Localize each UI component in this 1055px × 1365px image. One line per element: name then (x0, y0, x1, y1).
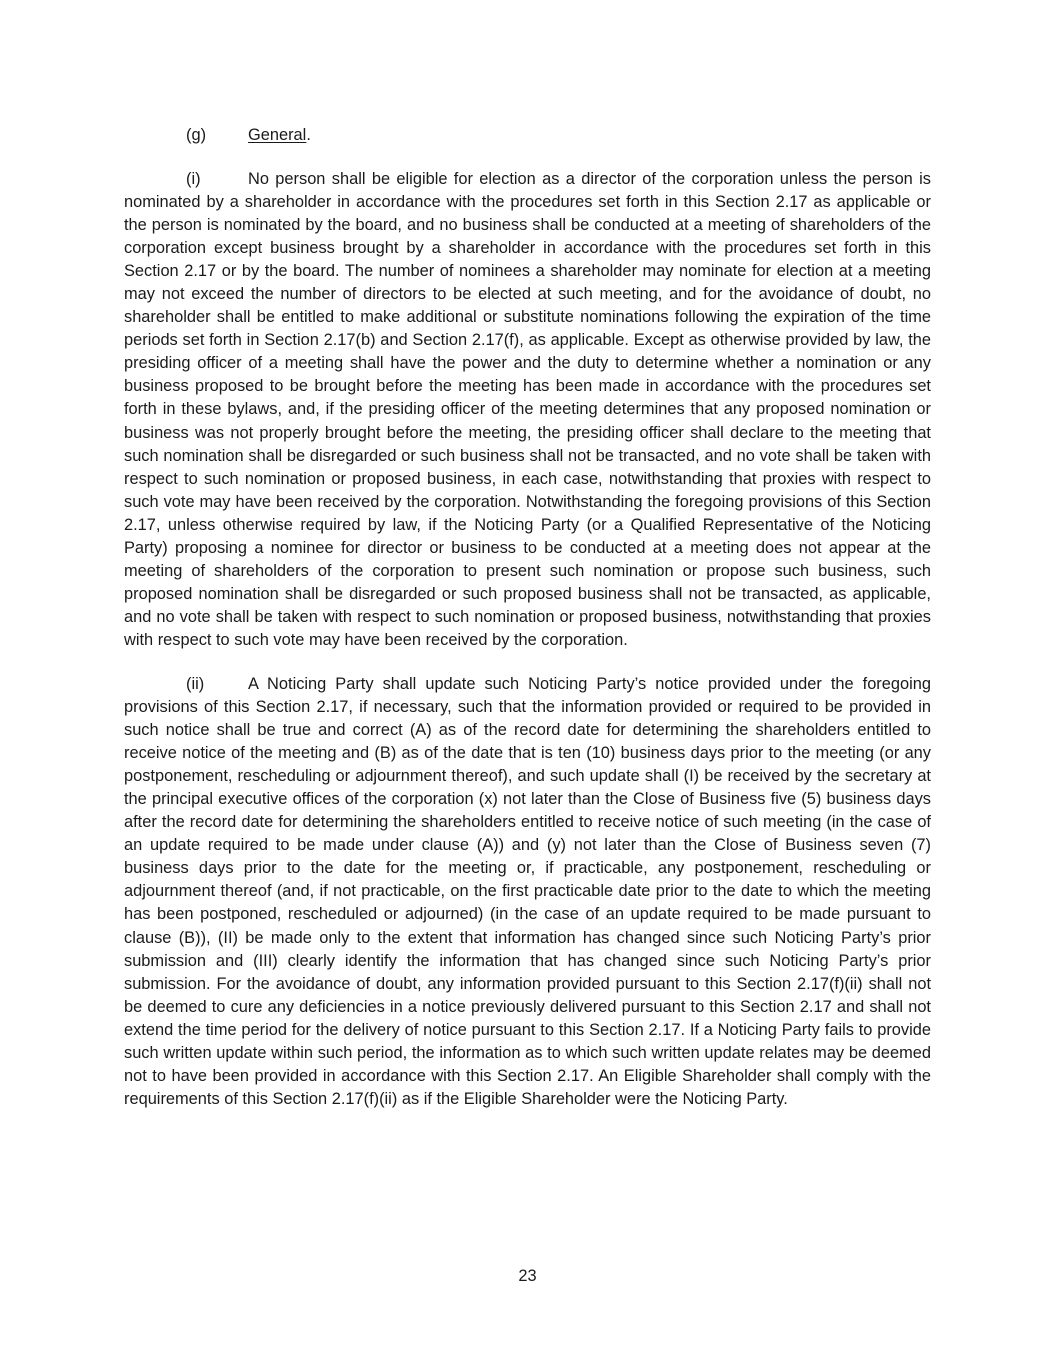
paragraph-ii-text: A Noticing Party shall update such Noticing Party’s notice provided under the foregoing provisions of this Section 2.17, if necessary, such that the information provided or required to be provided in such notice shall be true and correct (A) as of the record date for determining the shareholders entitled to receive notice of the meeting and (B) as of the date that is ten (10) business days prior to the meeting (or any postponement, rescheduling or adjournment thereof), and such update shall (I) be received by the secretary at the principal executive offices of the corporation (x) not later than the Close of Business five (5) business days after the record date for determining the shareholders entitled to receive notice of such meeting (in the case of an update required to be made under clause (A)) and (y) not later than the Close of Business seven (7) business days prior to the date for the meeting or, if practicable, any postponement, rescheduling or adjournment thereof (and, if not practicable, on the first practicable date prior to the date to which the meeting has been postponed, rescheduled or adjourned) (in the case of an update required to be made pursuant to clause (B)), (II) be made only to the extent that information has changed since such Noticing Party’s prior submission and (III) clearly identify the information that has changed since such Noticing Party’s prior submission. For the avoidance of doubt, any information provided pursuant to this Section 2.17(f)(ii) shall not be deemed to cure any deficiencies in a notice previously delivered pursuant to this Section 2.17 and shall not extend the time period for the delivery of notice pursuant to this Section 2.17. If a Noticing Party fails to provide such written update within such period, the information as to which such written update relates may be deemed not to have been provided in accordance with this Section 2.17. An Eligible Shareholder shall comply with the requirements of this Section 2.17(f)(ii) as if the Eligible Shareholder were the Noticing Party. (124, 674, 931, 1108)
paragraph-ii (124, 673, 931, 1111)
page-number: 23 (518, 1267, 537, 1285)
paragraph-i-text: No person shall be eligible for election as a director of the corporation unless the person is nominated by a shareholder in accordance with the procedures set forth in this Section 2.17 as applicable or the person is nominated by the board, and no business shall be conducted at a meeting of shareholders of the corporation except business brought by a shareholder in accordance with the procedures set forth in this Section 2.17 or by the board. The number of nominees a shareholder may nominate for election at a meeting may not exceed the number of directors to be elected at such meeting, and for the avoidance of doubt, no shareholder shall be entitled to make additional or substitute nominations following the expiration of the time periods set forth in Section 2.17(b) and Section 2.17(f), as applicable. Except as otherwise provided by law, the presiding officer of a meeting shall have the power and the duty to determine whether a nomination or any business proposed to be brought before the meeting has been made in accordance with the procedures set forth in these bylaws, and, if the presiding officer of the meeting determines that any proposed nomination or business was not properly brought before the meeting, the presiding officer shall declare to the meeting that such nomination shall be disregarded or such business shall not be transacted, and no vote shall be taken with respect to such nomination or proposed business, in each case, notwithstanding that proxies with respect to such vote may have been received by the corporation. Notwithstanding the foregoing provisions of this Section 2.17, unless otherwise required by law, if the Noticing Party (or a Qualified Representative of the Noticing Party) proposing a nominee for director or business to be conducted at a meeting does not appear at the meeting of shareholders of the corporation to present such nomination or propose such business, such proposed nomination shall be disregarded or such proposed business shall not be transacted, as applicable, and no vote shall be taken with respect to such nomination or proposed business, notwithstanding that proxies with respect to such vote may have been received by the corporation. (124, 170, 931, 649)
section-enumerator: (g) (186, 126, 207, 144)
section-title: General (248, 126, 307, 144)
page-body (124, 124, 931, 1132)
paragraph-i-enumerator: (i) (186, 170, 201, 188)
paragraph-ii-enumerator: (ii) (186, 674, 205, 693)
paragraph-i (124, 168, 931, 652)
section-title-punctuation: . (306, 126, 311, 144)
section-heading (124, 124, 931, 147)
